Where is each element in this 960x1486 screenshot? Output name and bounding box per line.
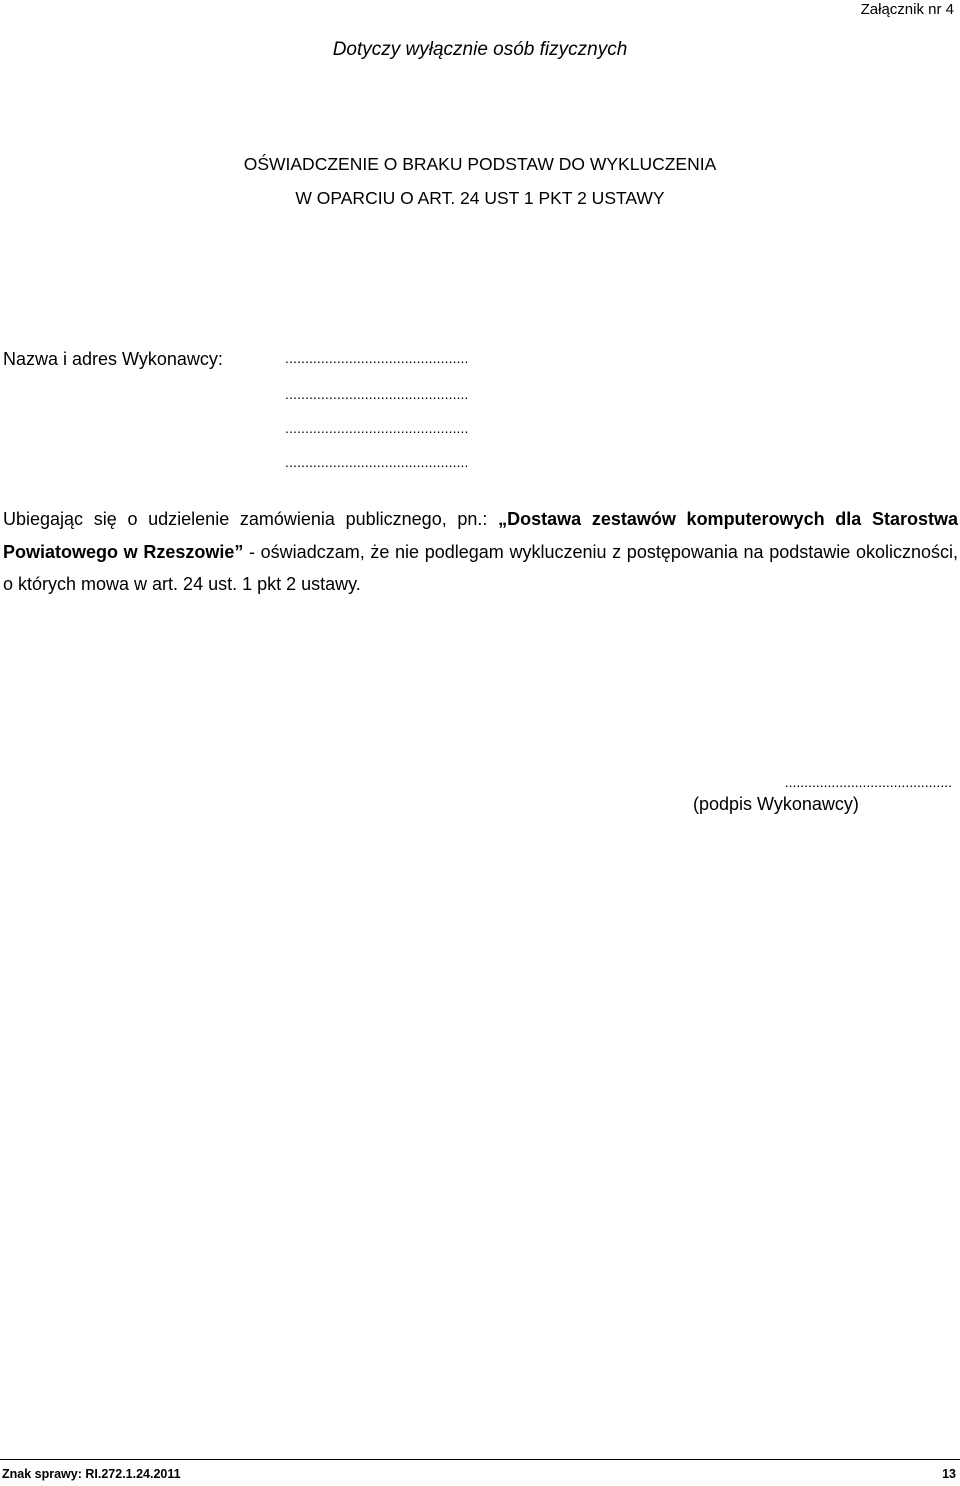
contractor-fill-line: .............................................. bbox=[285, 386, 469, 402]
statement-paragraph bbox=[3, 503, 958, 601]
scope-note: Dotyczy wyłącznie osób fizycznych bbox=[332, 39, 628, 60]
document-title-line-1: OŚWIADCZENIE O BRAKU PODSTAW DO WYKLUCZENIA bbox=[243, 154, 717, 174]
contractor-name-label: Nazwa i adres Wykonawcy: bbox=[3, 349, 223, 369]
document-title-line-2: W OPARCIU O ART. 24 UST 1 PKT 2 USTAWY bbox=[295, 188, 665, 208]
statement-declaration: - oświadczam, że nie podlegam wykluczeniu z postępowania na podstawie okoliczności, o których mowa w art. 24 ust. 1 pkt 2 ustawy. bbox=[3, 541, 958, 594]
contractor-fill-line: .............................................. bbox=[285, 350, 469, 366]
page-number: 13 bbox=[942, 1467, 956, 1481]
contractor-fill-line: .............................................. bbox=[285, 454, 469, 470]
contractor-fill-line: .............................................. bbox=[285, 420, 469, 436]
signature-caption: (podpis Wykonawcy) bbox=[693, 794, 859, 814]
statement-intro: Ubiegając się o udzielenie zamówienia publicznego, pn.: bbox=[3, 509, 499, 529]
case-number: Znak sprawy: RI.272.1.24.2011 bbox=[2, 1467, 181, 1481]
signature-line: ........................................... bbox=[784, 774, 952, 790]
footer-divider bbox=[0, 1459, 960, 1460]
annex-label: Załącznik nr 4 bbox=[860, 1, 954, 18]
procurement-subject: „Dostawa zestawów komputerowych dla Starostwa Powiatowego w Rzeszowie” bbox=[3, 509, 958, 562]
